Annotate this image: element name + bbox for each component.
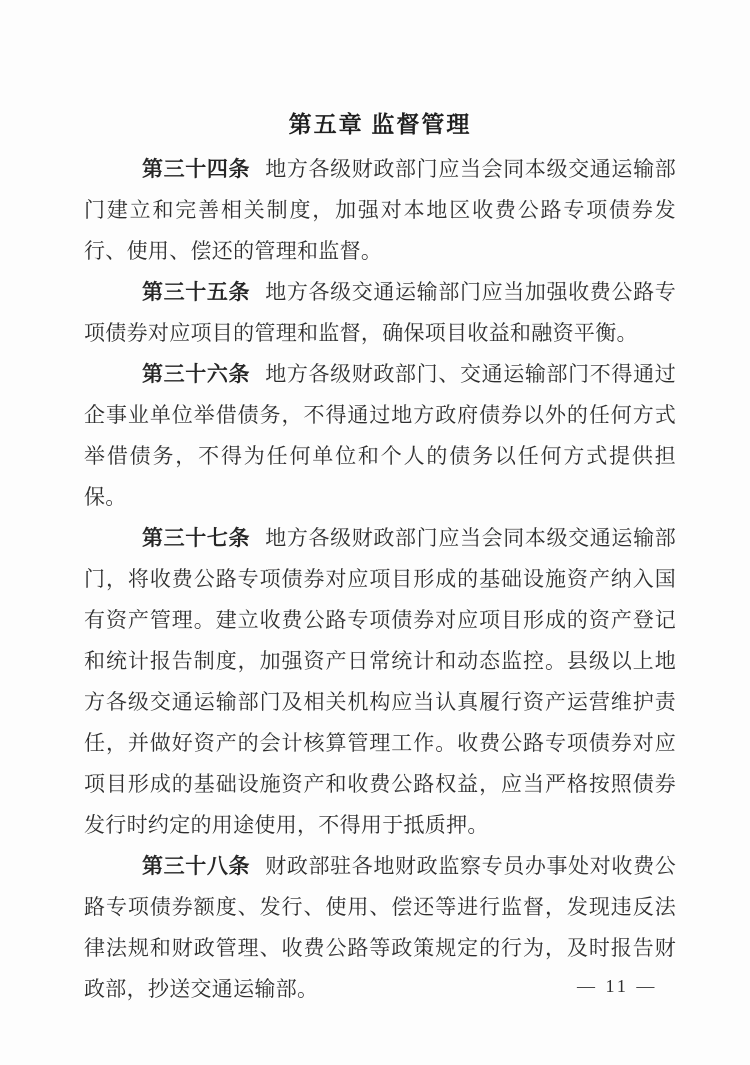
article-text: 地方各级交通运输部门应当加强收费公路专项债券对应项目的管理和监督，确保项目收益和融资平衡。 bbox=[84, 280, 677, 345]
article-number: 第三十四条 bbox=[142, 157, 251, 181]
article-paragraph-34 bbox=[84, 149, 676, 272]
article-number: 第三十五条 bbox=[142, 280, 251, 304]
article-text: 地方各级财政部门、交通运输部门不得通过企事业单位举借债务，不得通过地方政府债券以外的任何方式举借债务，不得为任何单位和个人的债务以任何方式提供担保。 bbox=[84, 362, 677, 509]
article-paragraph-37 bbox=[84, 518, 676, 846]
article-text: 财政部驻各地财政监察专员办事处对收费公路专项债券额度、发行、使用、偿还等进行监督，发现违反法律法规和财政管理、收费公路等政策规定的行为，及时报告财政部，抄送交通运输部。 bbox=[84, 854, 677, 1001]
article-number: 第三十八条 bbox=[142, 854, 251, 878]
article-text: 地方各级财政部门应当会同本级交通运输部门，将收费公路专项债券对应项目形成的基础设施资产纳入国有资产管理。建立收费公路专项债券对应项目形成的资产登记和统计报告制度，加强资产日常统计和动态监控。县级以上地方各级交通运输部门及相关机构应当认真履行资产运营维护责任，并做好资产的会计核算管理工作。收费公路专项债券对应项目形成的基础设施资产和收费公路权益，应当严格按照债券发行时约定的用途使用，不得用于抵质押。 bbox=[84, 526, 677, 837]
document-body bbox=[84, 149, 676, 1010]
article-number: 第三十七条 bbox=[142, 526, 251, 550]
page-number: — 11 — bbox=[577, 976, 658, 996]
article-number: 第三十六条 bbox=[142, 362, 251, 386]
article-paragraph-35 bbox=[84, 272, 676, 354]
article-paragraph-36 bbox=[84, 354, 676, 518]
chapter-title: 第五章 监督管理 bbox=[288, 112, 472, 137]
article-text: 地方各级财政部门应当会同本级交通运输部门建立和完善相关制度，加强对本地区收费公路专项债券发行、使用、偿还的管理和监督。 bbox=[84, 157, 677, 263]
